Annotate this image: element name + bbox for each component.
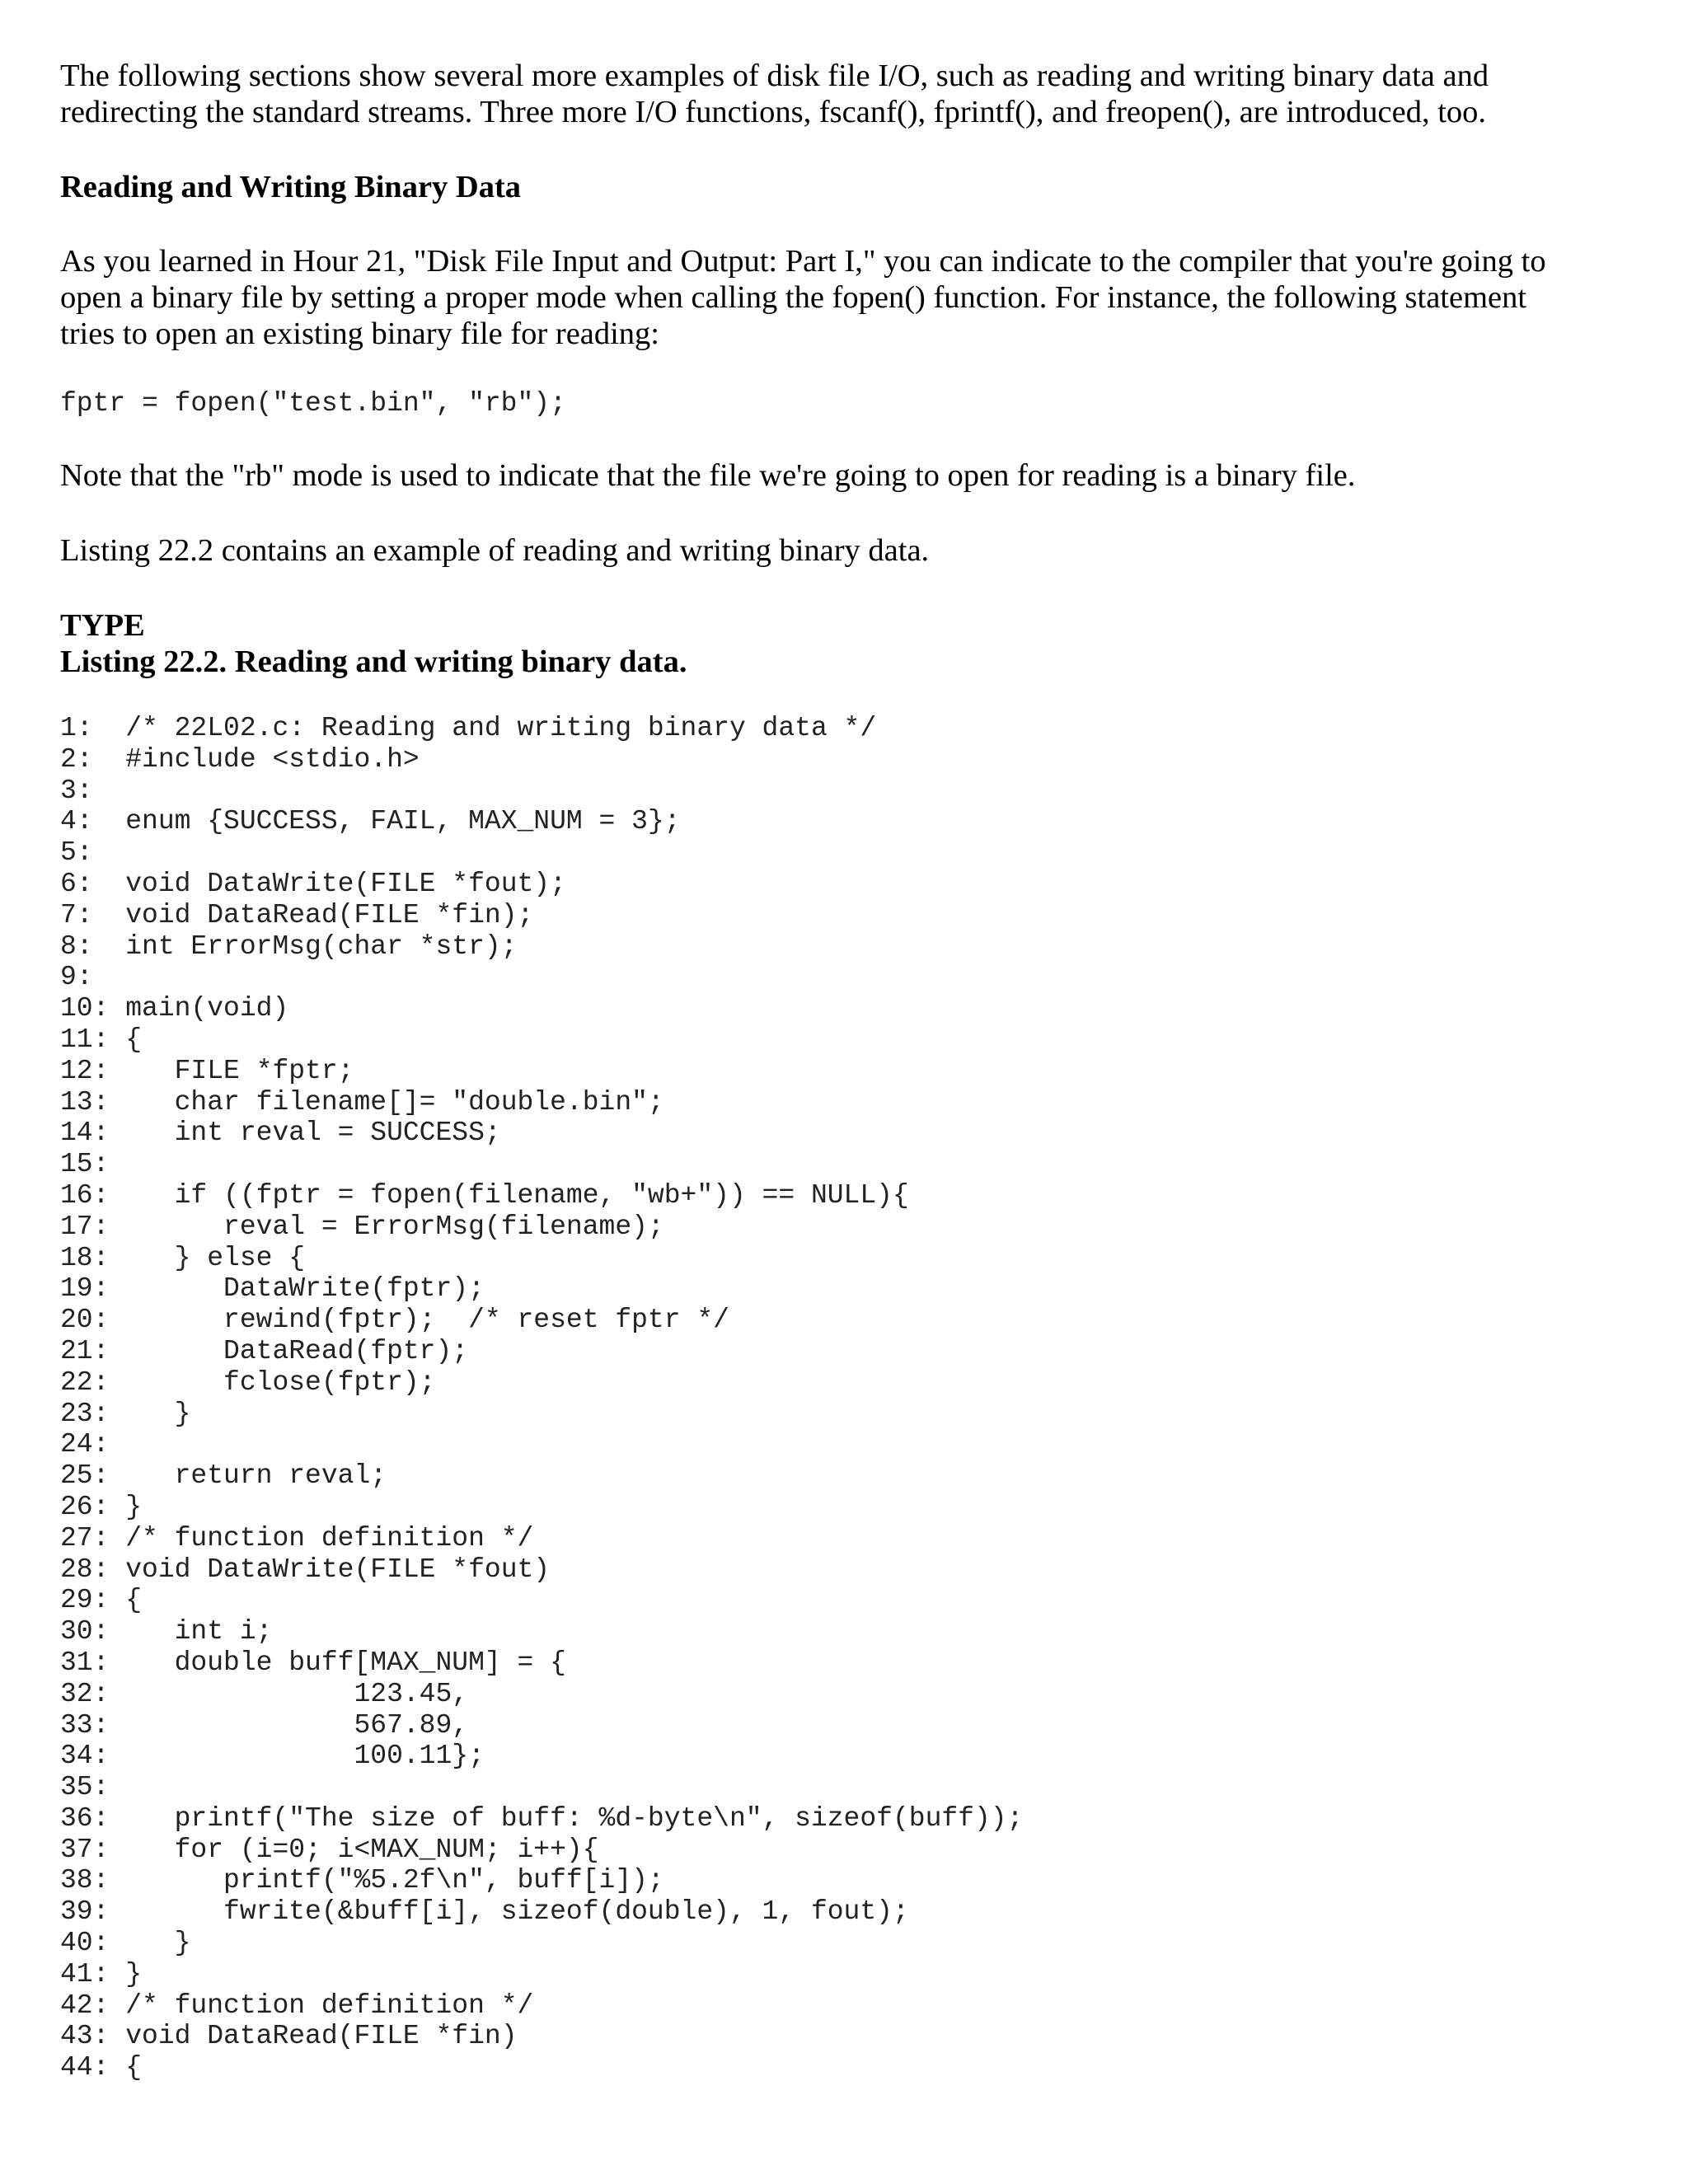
line-number: 19: <box>60 1273 126 1305</box>
code-line <box>60 1180 1626 1212</box>
line-code: } <box>125 1491 143 1522</box>
line-code: rewind(fptr); /* reset fptr */ <box>125 1305 729 1336</box>
code-line <box>60 1772 1626 1803</box>
line-number: 31: <box>60 1647 126 1678</box>
line-number: 36: <box>60 1802 126 1834</box>
code-line <box>60 1367 1626 1399</box>
code-line <box>60 1523 1626 1554</box>
code-line <box>60 1616 1626 1647</box>
line-number: 10: <box>60 993 126 1024</box>
line-code: { <box>125 1585 143 1616</box>
line-code: { <box>125 1024 143 1055</box>
code-line <box>60 1865 1626 1896</box>
line-number: 30: <box>60 1616 126 1647</box>
line-number: 23: <box>60 1398 126 1429</box>
line-code: DataRead(fptr); <box>125 1335 469 1366</box>
line-code: enum {SUCCESS, FAIL, MAX_NUM = 3}; <box>125 806 681 837</box>
line-code: void DataRead(FILE *fin); <box>125 899 534 930</box>
line-number: 44: <box>60 2052 126 2083</box>
line-code: void DataRead(FILE *fin) <box>125 2021 518 2052</box>
code-line <box>60 1273 1626 1305</box>
line-number: 7: <box>60 899 126 930</box>
line-number: 24: <box>60 1429 126 1460</box>
code-line <box>60 900 1626 931</box>
line-number: 40: <box>60 1928 126 1959</box>
line-code: int i; <box>125 1616 273 1647</box>
line-number: 22: <box>60 1366 126 1398</box>
code-line <box>60 1710 1626 1741</box>
line-number: 2: <box>60 743 126 775</box>
line-number: 13: <box>60 1086 126 1118</box>
code-line <box>60 1212 1626 1243</box>
code-line <box>60 1741 1626 1772</box>
line-number: 11: <box>60 1024 126 1055</box>
line-number: 33: <box>60 1709 126 1741</box>
line-code: /* function definition */ <box>125 1990 534 2021</box>
listing-intro: Listing 22.2 contains an example of reading and writing binary data. <box>60 533 930 568</box>
line-code: int reval = SUCCESS; <box>125 1118 501 1149</box>
code-line <box>60 1305 1626 1336</box>
code-line <box>60 1647 1626 1679</box>
line-code: /* function definition */ <box>125 1522 534 1554</box>
line-number: 41: <box>60 1958 126 1990</box>
code-line <box>60 1087 1626 1118</box>
line-number: 21: <box>60 1335 126 1366</box>
code-line <box>60 1959 1626 1990</box>
code-line <box>60 931 1626 963</box>
line-number: 9: <box>60 962 126 993</box>
line-number: 34: <box>60 1741 126 1772</box>
line-code: if ((fptr = fopen(filename, "wb+")) == NULL){ <box>125 1179 909 1211</box>
line-code: FILE *fptr; <box>125 1055 354 1086</box>
line-number: 16: <box>60 1179 126 1211</box>
line-number: 8: <box>60 930 126 962</box>
code-line <box>60 1024 1626 1056</box>
line-code: 100.11}; <box>125 1741 485 1772</box>
code-line <box>60 1399 1626 1430</box>
line-code: #include <stdio.h> <box>125 743 420 775</box>
line-code: printf("%5.2f\n", buff[i]); <box>125 1865 664 1896</box>
line-number: 20: <box>60 1305 126 1336</box>
line-number: 43: <box>60 2021 126 2052</box>
code-line <box>60 1118 1626 1149</box>
line-number: 25: <box>60 1460 126 1492</box>
line-number: 4: <box>60 806 126 837</box>
line-code: /* 22L02.c: Reading and writing binary data */ <box>125 713 877 743</box>
line-code: } <box>125 1928 191 1959</box>
line-number: 42: <box>60 1990 126 2021</box>
code-line <box>60 1554 1626 1586</box>
line-number: 6: <box>60 868 126 899</box>
code-line <box>60 1928 1626 1959</box>
line-number: 38: <box>60 1865 126 1896</box>
code-line <box>60 806 1626 837</box>
code-line <box>60 776 1626 807</box>
code-line <box>60 713 1626 744</box>
code-line <box>60 1243 1626 1274</box>
line-code: double buff[MAX_NUM] = { <box>125 1647 566 1678</box>
line-number: 1: <box>60 713 126 743</box>
line-code: return reval; <box>125 1460 387 1492</box>
code-line <box>60 744 1626 776</box>
note-paragraph: Note that the "rb" mode is used to indicate that the file we're going to open for reading is a binary file. <box>60 458 1356 493</box>
line-number: 3: <box>60 775 126 806</box>
line-code: } <box>125 1958 143 1990</box>
line-number: 28: <box>60 1554 126 1585</box>
code-line <box>60 1149 1626 1180</box>
code-line <box>60 2021 1626 2052</box>
line-code: reval = ErrorMsg(filename); <box>125 1211 664 1242</box>
line-code: for (i=0; i<MAX_NUM; i++){ <box>125 1834 599 1865</box>
code-line <box>60 1835 1626 1866</box>
line-code: } <box>125 1398 191 1429</box>
code-line <box>60 1585 1626 1616</box>
line-code: char filename[]= "double.bin"; <box>125 1086 664 1118</box>
line-number: 26: <box>60 1491 126 1522</box>
line-code: int ErrorMsg(char *str); <box>125 930 518 962</box>
line-code: DataWrite(fptr); <box>125 1273 485 1305</box>
intro-paragraph: The following sections show several more examples of disk file I/O, such as reading and writing binary data and redirecting the standard streams. Three more I/O functions, fscanf(), fprintf(), and freopen(), are introduced, too. <box>60 59 1489 129</box>
line-number: 15: <box>60 1149 126 1180</box>
line-number: 27: <box>60 1522 126 1554</box>
line-code: printf("The size of buff: %d-byte\n", sizeof(buff)); <box>125 1802 1024 1834</box>
line-number: 18: <box>60 1242 126 1273</box>
code-line <box>60 1056 1626 1087</box>
code-example: fptr = fopen("test.bin", "rb"); <box>60 388 566 419</box>
code-line <box>60 1679 1626 1710</box>
line-number: 17: <box>60 1211 126 1242</box>
code-line <box>60 869 1626 900</box>
line-code: 567.89, <box>125 1709 469 1741</box>
code-line <box>60 1460 1626 1492</box>
line-code: main(void) <box>125 993 289 1024</box>
line-code: fclose(fptr); <box>125 1366 436 1398</box>
line-number: 5: <box>60 837 126 869</box>
line-code: { <box>125 2052 143 2083</box>
code-line <box>60 1896 1626 1928</box>
section-heading: Reading and Writing Binary Data <box>60 170 522 204</box>
code-line <box>60 1429 1626 1460</box>
code-line <box>60 2052 1626 2083</box>
line-number: 14: <box>60 1118 126 1149</box>
line-number: 29: <box>60 1585 126 1616</box>
code-line <box>60 993 1626 1024</box>
code-listing <box>60 713 1626 2083</box>
document-page <box>60 58 1626 2083</box>
code-line <box>60 837 1626 869</box>
line-code: fwrite(&buff[i], sizeof(double), 1, fout); <box>125 1896 909 1928</box>
line-code: } else { <box>125 1242 306 1273</box>
code-line <box>60 962 1626 993</box>
line-number: 12: <box>60 1055 126 1086</box>
code-line <box>60 1336 1626 1367</box>
line-code: void DataWrite(FILE *fout) <box>125 1554 551 1585</box>
binary-paragraph: As you learned in Hour 21, "Disk File Input and Output: Part I," you can indicate to the compiler that you're going to open a binary file by setting a proper mode when calling the fopen() function. For instance, the following statement tries to open an existing binary file for reading: <box>60 244 1546 351</box>
type-label: TYPE <box>60 608 145 643</box>
line-number: 39: <box>60 1896 126 1928</box>
line-number: 37: <box>60 1834 126 1865</box>
code-line <box>60 1990 1626 2022</box>
line-code: 123.45, <box>125 1678 469 1709</box>
code-line <box>60 1492 1626 1523</box>
line-number: 32: <box>60 1678 126 1709</box>
listing-title: Listing 22.2. Reading and writing binary data. <box>60 644 687 679</box>
line-number: 35: <box>60 1772 126 1803</box>
code-line <box>60 1803 1626 1835</box>
line-code: void DataWrite(FILE *fout); <box>125 868 566 899</box>
